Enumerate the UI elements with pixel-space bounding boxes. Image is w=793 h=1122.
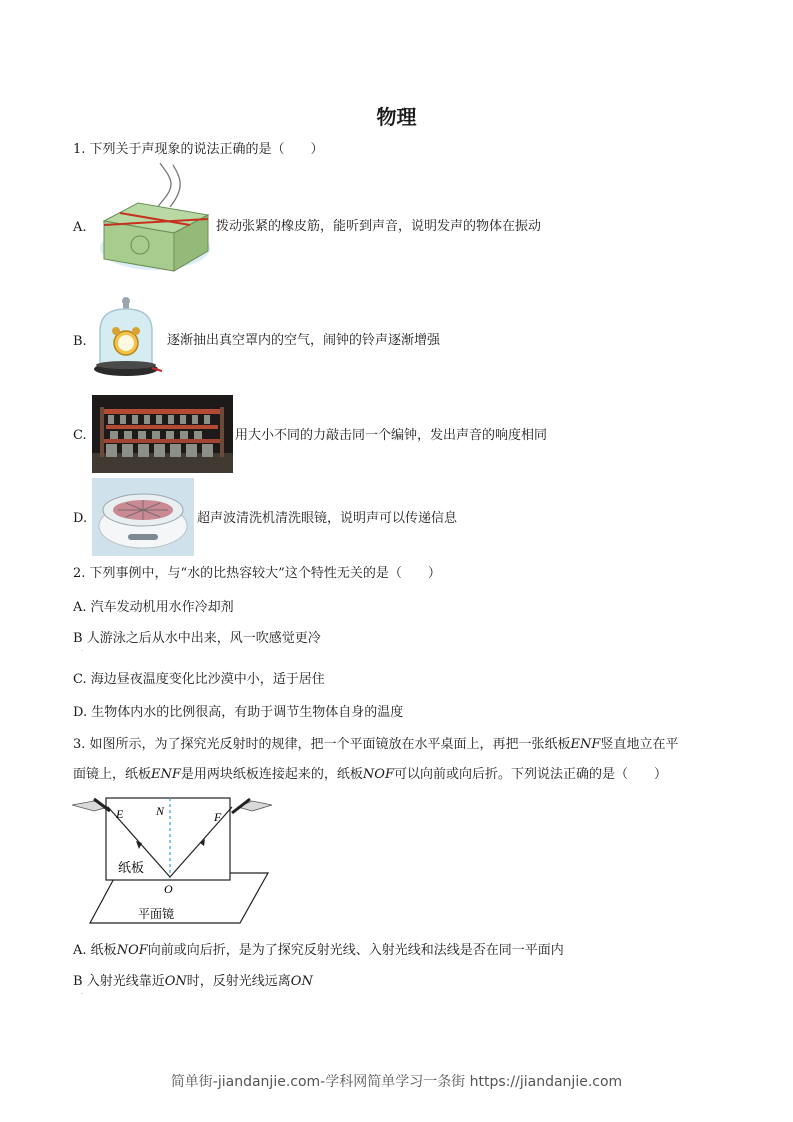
q1-option-d-text: 超声波清洗机清洗眼镜，说明声可以传递信息 <box>197 511 458 526</box>
q1-option-b-letter: B. <box>73 334 87 349</box>
stray-dot: · <box>81 648 83 655</box>
label-mirror: 平面镜 <box>138 907 175 921</box>
label-e: E <box>116 807 124 821</box>
q2-stem: 2. 下列事例中，与“水的比热容较大”这个特性无关的是（ ） <box>73 566 441 581</box>
q2-option-a-letter: A. <box>73 600 87 615</box>
q2-option-c-text: 海边昼夜温度变化比沙漠中小，适于居住 <box>90 672 325 687</box>
q2-option-b-letter: B <box>73 631 83 646</box>
footer-watermark: 简单街-jiandanjie.com-学科网简单学习一条街 https://jiandanjie.com <box>170 1074 623 1090</box>
q3-option-a: A. 纸板NOF向前或向后折，是为了探究反射光线、入射光线和法线是否在同一平面内 <box>73 943 564 958</box>
q2-option-d <box>73 705 403 721</box>
var-nof-2: NOF <box>116 943 148 958</box>
q1-stem: 1. 下列关于声现象的说法正确的是（ ） <box>73 142 324 157</box>
var-enf-2: ENF <box>151 767 181 782</box>
q3-option-b: B 入射光线靠近ON时，反射光线远离ON <box>73 974 313 989</box>
label-n: N <box>156 804 165 818</box>
ultrasonic-cleaner-image <box>92 478 194 556</box>
q2-option-d-letter: D. <box>73 705 88 720</box>
q2-option-a-text: 汽车发动机用水作冷却剂 <box>90 600 234 615</box>
q1-option-d-letter: D. <box>73 511 88 526</box>
q1-option-a-letter: A. <box>73 220 87 235</box>
q2-option-d-text: 生物体内水的比例很高，有助于调节生物体自身的温度 <box>91 705 404 720</box>
chime-bells-image <box>92 395 233 473</box>
label-board: 纸板 <box>118 861 145 876</box>
label-o: O <box>164 882 173 896</box>
q3-stem-line-2: 面镜上，纸板ENF是用两块纸板连接起来的，纸板NOF可以向前或向后折。下列说法正确的是（ ） <box>73 767 667 782</box>
rubber-band-box-image <box>98 163 212 273</box>
var-on: ON <box>164 974 187 989</box>
reflection-experiment-diagram <box>72 793 282 928</box>
q2-option-b <box>73 631 321 647</box>
page-title: 物理 <box>376 105 417 129</box>
q1-option-c-letter: C. <box>73 428 87 443</box>
q1-option-c-text: 用大小不同的力敲击同一个编钟，发出声音的响度相同 <box>235 428 548 443</box>
q2-option-c <box>73 672 325 688</box>
q2-option-b-text: 人游泳之后从水中出来，风一吹感觉更冷 <box>86 631 321 646</box>
q2-option-c-letter: C. <box>73 672 87 687</box>
var-enf: ENF <box>570 737 601 752</box>
label-f: F <box>214 810 222 824</box>
q1-option-a-text: 拨动张紧的橡皮筋，能听到声音，说明发声的物体在振动 <box>216 219 542 234</box>
var-on-2: ON <box>290 974 313 989</box>
q2-option-a <box>73 600 234 616</box>
bell-jar-alarm-clock-image <box>92 295 164 385</box>
q1-option-b-text: 逐渐抽出真空罩内的空气，闹钟的铃声逐渐增强 <box>167 333 441 348</box>
stray-dot-2: · <box>81 991 83 998</box>
q3-stem-line-1: 3. 如图所示，为了探究光反射时的规律，把一个平面镜放在水平桌面上，再把一张纸板ENF竖直地立在平 <box>73 737 679 752</box>
var-nof: NOF <box>362 767 394 782</box>
